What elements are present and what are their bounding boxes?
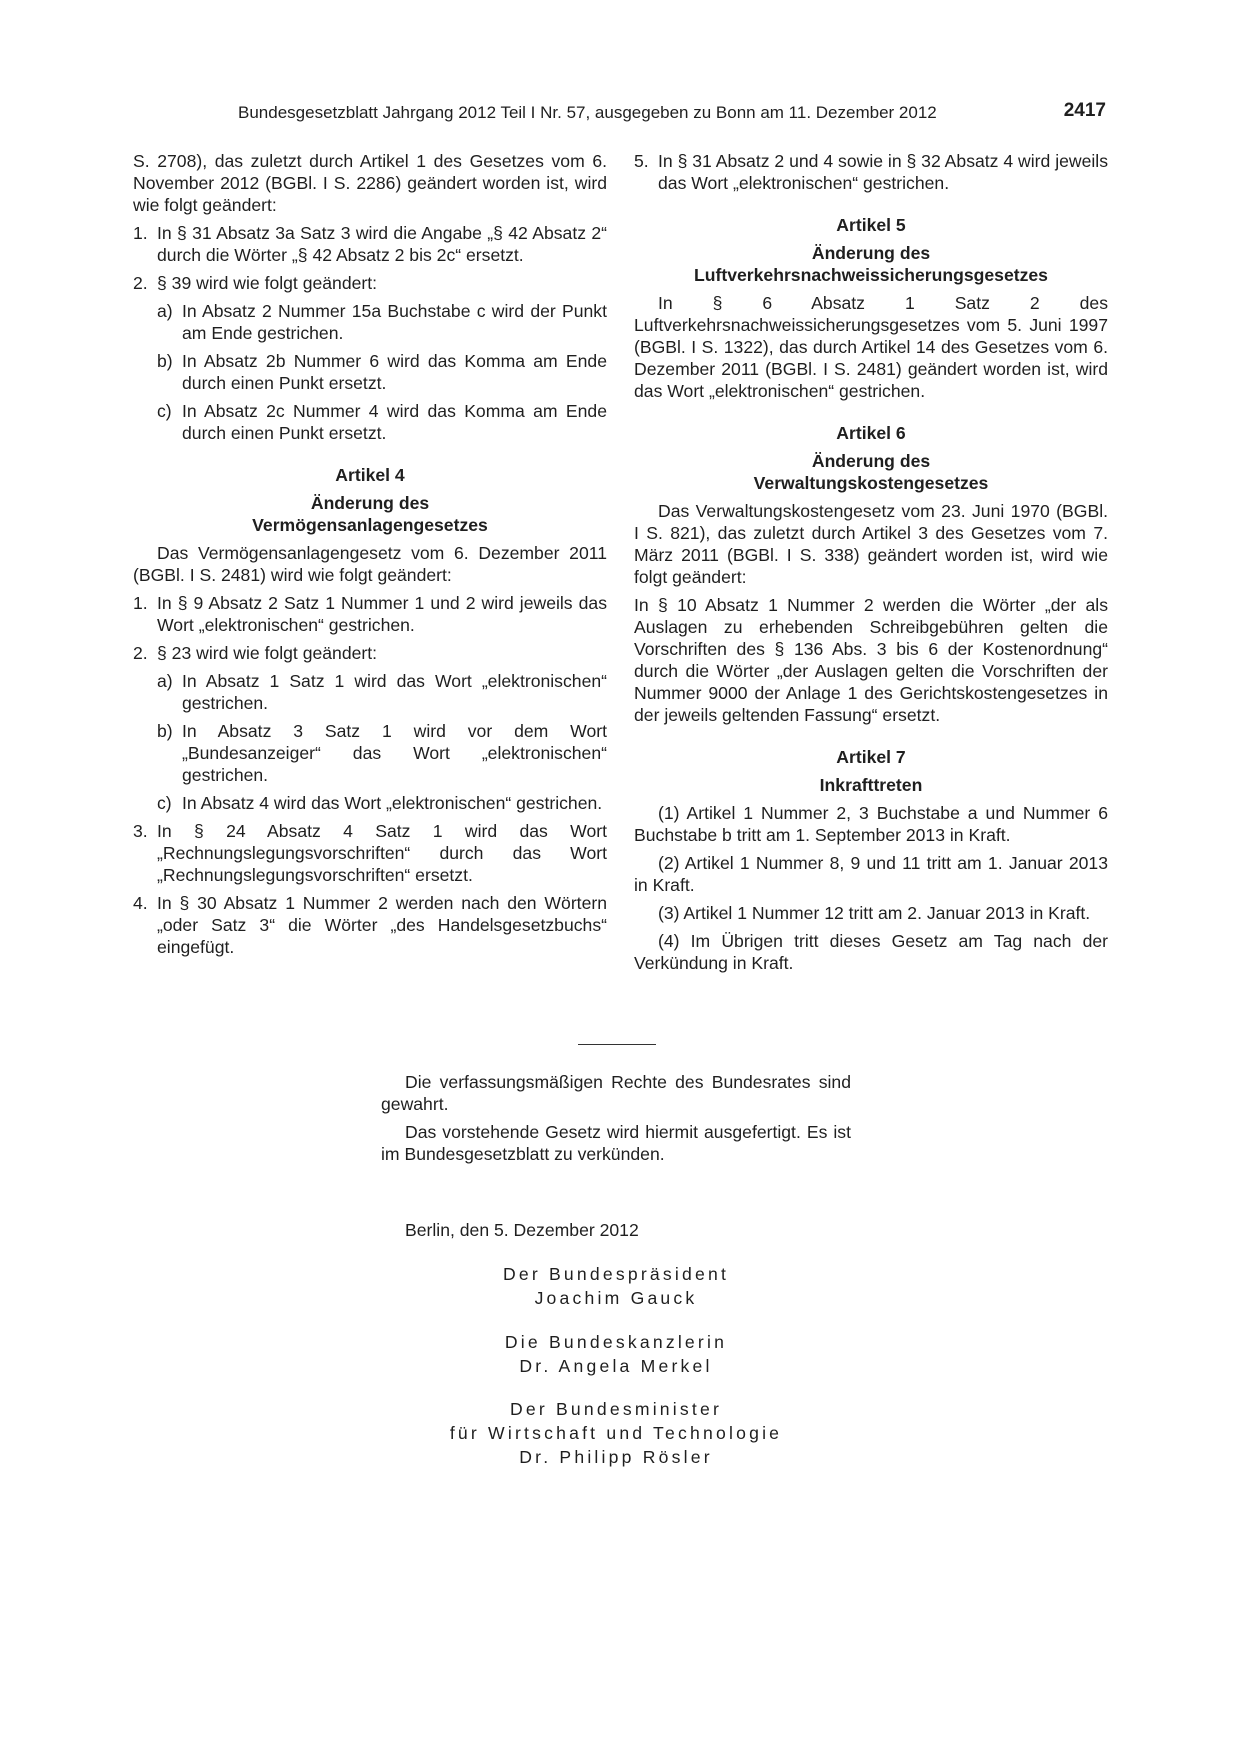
place-date: Berlin, den 5. Dezember 2012 — [405, 1220, 639, 1240]
item-number: 1. — [133, 223, 148, 243]
page-number: 2417 — [1063, 100, 1106, 121]
sub-item-text: In Absatz 2b Nummer 6 wird das Komma am Ende durch einen Punkt ersetzt. — [182, 351, 607, 393]
sub-item — [133, 350, 607, 394]
sub-item — [133, 720, 607, 786]
article-title-line1: Änderung des — [811, 451, 931, 471]
intro-paragraph: S. 2708), das zuletzt durch Artikel 1 des Gesetzes vom 6. November 2012 (BGBl. I S. 2286) geändert worden ist, wird wie folgt geändert: — [133, 151, 607, 215]
article-number: Artikel 4 — [335, 465, 405, 485]
item-text: In § 30 Absatz 1 Nummer 2 werden nach den Wörtern „oder Satz 3“ die Wörter „des Handelsgesetzbuchs“ eingefügt. — [157, 893, 607, 957]
item-text: In § 24 Absatz 4 Satz 1 wird das Wort „Rechnungslegungsvorschriften“ durch das Wort „Rechnungslegungsvorschriften“ ersetzt. — [157, 821, 607, 885]
article-7-para: (3) Artikel 1 Nummer 12 tritt am 2. Januar 2013 in Kraft. — [658, 903, 1091, 923]
item-number: 2. — [133, 273, 148, 293]
list-item — [133, 642, 607, 664]
article-title-line1: Änderung des — [811, 243, 931, 263]
signature-role: Der Bundesminister — [509, 1399, 723, 1419]
article-7-heading — [634, 746, 1108, 796]
signature-role-2: für Wirtschaft und Technologie — [449, 1423, 783, 1443]
article-5-heading — [634, 214, 1108, 286]
sub-item — [133, 400, 607, 444]
signature-name: Dr. Philipp Rösler — [519, 1447, 713, 1467]
item-number: 2. — [133, 643, 148, 663]
item-text: § 23 wird wie folgt geändert: — [157, 643, 378, 663]
article-title-line2: Verwaltungskostengesetzes — [753, 473, 989, 493]
sub-item-text: In Absatz 4 wird das Wort „elektronischen“ gestrichen. — [182, 793, 603, 813]
item-text: In § 31 Absatz 2 und 4 sowie in § 32 Absatz 4 wird jeweils das Wort „elektronischen“ gestrichen. — [658, 151, 1108, 193]
signature-minister — [381, 1397, 851, 1469]
sub-item-text: In Absatz 3 Satz 1 wird vor dem Wort „Bundesanzeiger“ das Wort „elektronischen“ gestrichen. — [182, 721, 607, 785]
item-text: § 39 wird wie folgt geändert: — [157, 273, 378, 293]
header-title: Bundesgesetzblatt Jahrgang 2012 Teil I Nr. 57, ausgegeben zu Bonn am 11. Dezember 2012 — [238, 103, 937, 122]
article-title: Inkrafttreten — [819, 775, 923, 795]
signature-name: Joachim Gauck — [534, 1288, 698, 1308]
left-column — [133, 150, 607, 964]
closing-paragraph-2: Das vorstehende Gesetz wird hiermit ausgefertigt. Es ist im Bundesgesetzblatt zu verkünden. — [381, 1122, 851, 1164]
sub-item — [133, 670, 607, 714]
item-number: 5. — [634, 151, 649, 171]
list-item — [133, 272, 607, 294]
article-5-text: In § 6 Absatz 1 Satz 2 des Luftverkehrsnachweissicherungsgesetzes vom 5. Juni 1997 (BGBl. I S. 1322), das durch Artikel 14 des Gesetzes vom 6. Dezember 2011 (BGBl. I S. 2481) geändert worden ist, wird das Wort „elektronischen“ gestrichen. — [634, 293, 1108, 401]
item-number: 3. — [133, 821, 148, 841]
sub-item-letter: a) — [157, 301, 173, 321]
closing-block — [381, 1071, 851, 1171]
signature-chancellor — [381, 1330, 851, 1378]
article-title-line2: Luftverkehrsnachweissicherungsgesetzes — [694, 265, 1048, 285]
sub-item — [133, 792, 607, 814]
article-6-heading — [634, 422, 1108, 494]
article-number: Artikel 5 — [836, 215, 906, 235]
sub-item-letter: b) — [157, 721, 173, 741]
right-column — [634, 150, 1108, 980]
signature-role: Der Bundespräsident — [502, 1264, 730, 1284]
sub-item-letter: a) — [157, 671, 173, 691]
sub-item-text: In Absatz 2c Nummer 4 wird das Komma am Ende durch einen Punkt ersetzt. — [182, 401, 607, 443]
signature-name: Dr. Angela Merkel — [519, 1356, 713, 1376]
article-7-para: (2) Artikel 1 Nummer 8, 9 und 11 tritt am 1. Januar 2013 in Kraft. — [634, 853, 1108, 895]
article-title-line1: Änderung des — [310, 493, 430, 513]
sub-item — [133, 300, 607, 344]
sub-item-letter: b) — [157, 351, 173, 371]
item-text: In § 9 Absatz 2 Satz 1 Nummer 1 und 2 wird jeweils das Wort „elektronischen“ gestrichen. — [157, 593, 607, 635]
closing-paragraph-1: Die verfassungsmäßigen Rechte des Bundesrates sind gewahrt. — [381, 1072, 851, 1114]
article-number: Artikel 7 — [836, 747, 906, 767]
sub-item-text: In Absatz 1 Satz 1 wird das Wort „elektronischen“ gestrichen. — [182, 671, 607, 713]
item-number: 4. — [133, 893, 148, 913]
article-number: Artikel 6 — [836, 423, 906, 443]
sub-item-letter: c) — [157, 793, 172, 813]
article-4-intro: Das Vermögensanlagengesetz vom 6. Dezember 2011 (BGBl. I S. 2481) wird wie folgt geändert: — [133, 543, 607, 585]
list-item — [133, 892, 607, 958]
list-item — [634, 150, 1108, 194]
article-7-para: (1) Artikel 1 Nummer 2, 3 Buchstabe a und Nummer 6 Buchstabe b tritt am 1. September 2013 in Kraft. — [634, 803, 1108, 845]
list-item — [133, 820, 607, 886]
list-item — [133, 222, 607, 266]
sub-item-letter: c) — [157, 401, 172, 421]
page-header — [238, 100, 1106, 126]
list-item — [133, 592, 607, 636]
article-7-para: (4) Im Übrigen tritt dieses Gesetz am Tag nach der Verkündung in Kraft. — [634, 931, 1108, 973]
article-6-text1: Das Verwaltungskostengesetz vom 23. Juni 1970 (BGBl. I S. 821), das zuletzt durch Artikel 3 des Gesetzes vom 7. März 2011 (BGBl. I S. 338) geändert worden ist, wird wie folgt geändert: — [634, 501, 1108, 587]
item-text: In § 31 Absatz 3a Satz 3 wird die Angabe „§ 42 Absatz 2“ durch die Wörter „§ 42 Absatz 2 bis 2c“ ersetzt. — [157, 223, 607, 265]
item-number: 1. — [133, 593, 148, 613]
article-6-text2: In § 10 Absatz 1 Nummer 2 werden die Wörter „der als Auslagen zu erhebenden Schreibgebühren gelten die Vorschriften des § 136 Abs. 3 bis 6 der Kostenordnung“ durch die Wörter „der Auslagen gelten die Vorschriften der Nummer 9000 der Anlage 1 des Gerichtskostengesetzes in der jeweils geltenden Fassung“ ersetzt. — [634, 595, 1108, 725]
article-title-line2: Vermögensanlagengesetzes — [252, 515, 488, 535]
article-4-heading — [133, 464, 607, 536]
signature-president — [381, 1262, 851, 1310]
separator-line — [578, 1044, 656, 1045]
signature-role: Die Bundeskanzlerin — [504, 1332, 728, 1352]
sub-item-text: In Absatz 2 Nummer 15a Buchstabe c wird der Punkt am Ende gestrichen. — [182, 301, 607, 343]
